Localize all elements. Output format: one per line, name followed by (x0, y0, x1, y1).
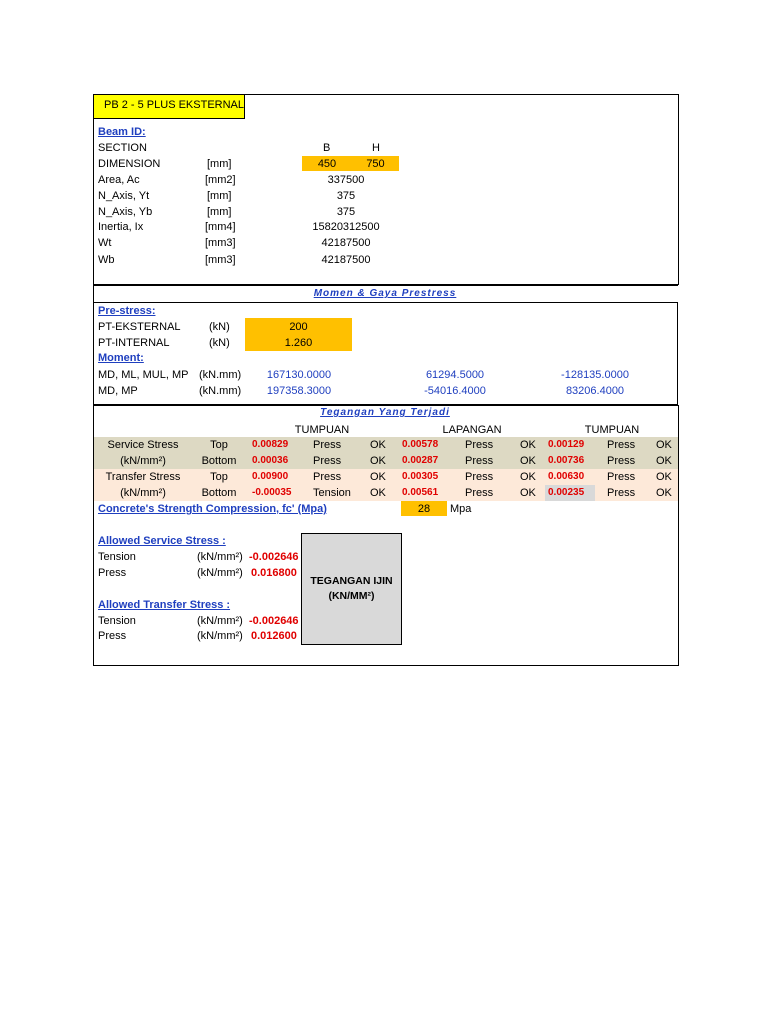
stress-check: OK (370, 455, 386, 467)
moment-value: 61294.5000 (425, 369, 485, 381)
pt-eksternal-value: 200 (289, 321, 308, 333)
allowed-unit: (kN/mm²) (197, 630, 243, 642)
row-unit: [mm3] (205, 237, 236, 249)
stress-value: 0.00829 (252, 439, 289, 450)
moment-row2-unit: (kN.mm) (199, 385, 242, 397)
stress-check: OK (520, 487, 536, 499)
moment-row1-label: MD, ML, MUL, MP (98, 369, 189, 381)
stress-value: 0.00305 (402, 471, 439, 482)
moment-label: Moment: (98, 352, 144, 364)
pt-eksternal-label: PT-EKSTERNAL (98, 321, 181, 333)
stress-check: OK (656, 471, 672, 483)
stress-value: 0.00900 (252, 471, 289, 482)
stress-check: OK (370, 487, 386, 499)
row-unit: [mm2] (205, 174, 236, 186)
stress-state: Press (607, 487, 636, 499)
stress-state: Press (465, 471, 494, 483)
row-label: Wb (98, 254, 115, 266)
fc-value: 28 (417, 503, 431, 515)
stress-check: OK (370, 471, 386, 483)
row-value: 337500 (327, 174, 365, 186)
row-unit: [mm] (207, 190, 232, 202)
row-unit: [mm] (207, 158, 232, 170)
stress-state: Press (313, 455, 342, 467)
stress-check: OK (520, 439, 536, 451)
stress-value: 0.00129 (548, 439, 585, 450)
stress-state: Press (607, 439, 636, 451)
row-label: Wt (98, 237, 112, 249)
row-label: Area, Ac (98, 174, 140, 186)
stress-value: 0.00578 (402, 439, 439, 450)
row-value: 375 (336, 206, 356, 218)
row-label: Inertia, Ix (98, 221, 144, 233)
stress-value: -0.00035 (252, 487, 292, 498)
moment-value: -128135.0000 (561, 369, 629, 381)
stress-value: 0.00630 (548, 471, 585, 482)
allowed-unit: (kN/mm²) (197, 615, 243, 627)
stress-state: Press (465, 455, 494, 467)
column-head-tumpuan: TUMPUAN (584, 424, 640, 436)
pt-eksternal-unit: (kN) (209, 321, 230, 333)
stress-check: OK (520, 471, 536, 483)
allowed-service-press: 0.016800 (251, 567, 297, 579)
row-unit: [mm4] (205, 221, 236, 233)
moment-value: 83206.4000 (565, 385, 625, 397)
beam-id-label: Beam ID: (98, 126, 146, 138)
stress-state: Press (313, 471, 342, 483)
stress-state: Press (607, 471, 636, 483)
stress-row-position: Bottom (201, 487, 237, 499)
stress-row-position: Top (210, 439, 228, 451)
fc-label: Concrete's Strength Compression, fc' (Mpa) (98, 503, 327, 515)
stress-row-label: (kN/mm²) (120, 455, 166, 467)
prestress-heading: Momen & Gaya Prestress (313, 288, 457, 299)
stress-check: OK (656, 487, 672, 499)
stress-check: OK (520, 455, 536, 467)
column-head-tumpuan: TUMPUAN (294, 424, 350, 436)
fc-unit: Mpa (450, 503, 472, 515)
col-h-header: H (372, 142, 380, 154)
dimension-b: 450 (317, 158, 337, 170)
row-value: 42187500 (321, 254, 371, 266)
press-label: Press (98, 567, 127, 579)
stress-row-label: Service Stress (107, 439, 179, 451)
divider (94, 302, 678, 303)
moment-row2-label: MD, MP (98, 385, 138, 397)
row-value: 375 (336, 190, 356, 202)
tegangan-ijin-title: TEGANGAN IJIN (310, 575, 393, 587)
row-unit: [mm] (207, 206, 232, 218)
stress-check: OK (370, 439, 386, 451)
press-label: Press (98, 630, 127, 642)
stress-row-position: Top (210, 471, 228, 483)
sheet-title: PB 2 - 5 PLUS EKSTERNAL (104, 99, 244, 111)
row-label: DIMENSION (98, 158, 161, 170)
tension-label: Tension (98, 551, 136, 563)
stress-state: Tension (313, 487, 351, 499)
stress-row-label: (kN/mm²) (120, 487, 166, 499)
stress-value: 0.00235 (548, 487, 585, 498)
allowed-transfer-press: 0.012600 (251, 630, 297, 642)
allowed-unit: (kN/mm²) (197, 567, 243, 579)
row-label: N_Axis, Yt (98, 190, 150, 202)
col-b-header: B (323, 142, 331, 154)
stress-state: Press (465, 487, 494, 499)
stress-value: 0.00287 (402, 455, 439, 466)
allowed-unit: (kN/mm²) (197, 551, 243, 563)
stress-check: OK (656, 455, 672, 467)
tegangan-ijin-unit: (KN/MM²) (328, 590, 375, 602)
dimension-h: 750 (366, 158, 385, 170)
divider (677, 303, 678, 404)
pt-internal-label: PT-INTERNAL (98, 337, 170, 349)
stress-row-label: Transfer Stress (105, 471, 181, 483)
allowed-transfer-tension: -0.002646 (249, 615, 299, 627)
moment-value: 197358.3000 (266, 385, 332, 397)
stress-heading: Tegangan Yang Terjadi (320, 407, 450, 418)
row-value: 42187500 (321, 237, 371, 249)
prestress-label: Pre-stress: (98, 305, 156, 317)
stress-state: Press (313, 439, 342, 451)
tegangan-ijin-box (301, 533, 402, 645)
moment-value: -54016.4000 (424, 385, 486, 397)
pt-internal-unit: (kN) (209, 337, 230, 349)
tension-label: Tension (98, 615, 136, 627)
pt-internal-value: 1.260 (284, 337, 313, 349)
stress-check: OK (656, 439, 672, 451)
allowed-service-tension: -0.002646 (249, 551, 299, 563)
moment-value: 167130.0000 (266, 369, 332, 381)
moment-row1-unit: (kN.mm) (199, 369, 242, 381)
stress-state: Press (465, 439, 494, 451)
allowed-transfer-label: Allowed Transfer Stress : (98, 599, 231, 611)
stress-state: Press (607, 455, 636, 467)
row-value: 15820312500 (312, 221, 380, 233)
stress-value: 0.00561 (402, 487, 439, 498)
row-label: SECTION (98, 142, 147, 154)
stress-value: 0.00736 (548, 455, 585, 466)
row-unit: [mm3] (205, 254, 236, 266)
row-label: N_Axis, Yb (98, 206, 153, 218)
column-head-lapangan: LAPANGAN (442, 424, 502, 436)
stress-row-position: Bottom (201, 455, 237, 467)
stress-value: 0.00036 (252, 455, 289, 466)
allowed-service-label: Allowed Service Stress : (98, 535, 226, 547)
